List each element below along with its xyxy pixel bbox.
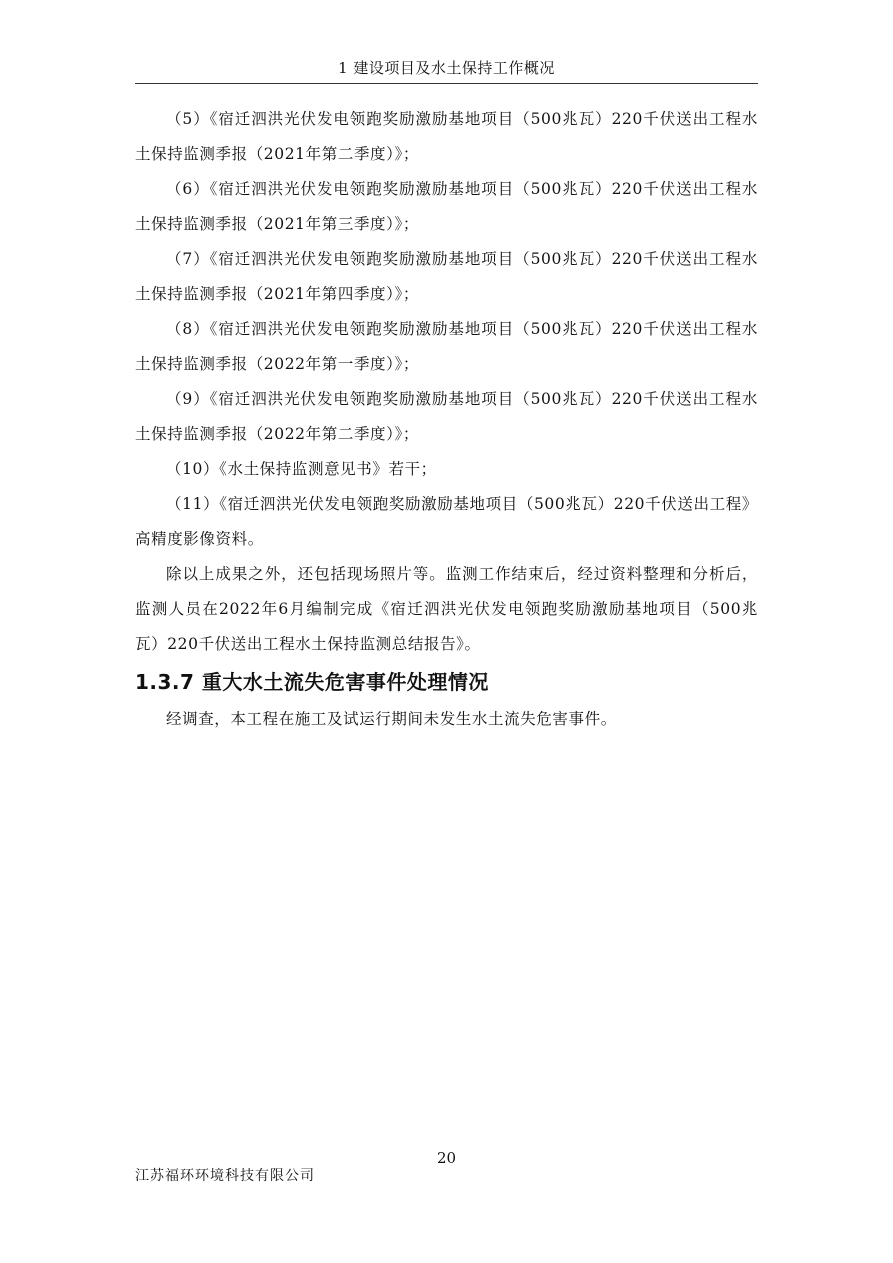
- list-item-6: （6）《宿迁泗洪光伏发电领跑奖励激励基地项目（500兆瓦）220千伏送出工程水土保持监测季报（2021年第三季度）》；: [135, 180, 758, 233]
- footer-company-name: 江苏福环环境科技有限公司: [135, 1168, 315, 1184]
- list-item-7: （7）《宿迁泗洪光伏发电领跑奖励激励基地项目（500兆瓦）220千伏送出工程水土保持监测季报（2021年第四季度）》；: [135, 250, 758, 303]
- page-header: 1 建设项目及水土保持工作概况: [338, 59, 555, 77]
- list-item-8: （8）《宿迁泗洪光伏发电领跑奖励激励基地项目（500兆瓦）220千伏送出工程水土保持监测季报（2022年第一季度）》；: [135, 320, 758, 373]
- list-item-11: （11）《宿迁泗洪光伏发电领跑奖励激励基地项目（500兆瓦）220千伏送出工程》高精度影像资料。: [135, 495, 758, 548]
- section-heading: 1.3.7 重大水土流失危害事件处理情况: [135, 670, 489, 694]
- page-number: 20: [436, 1149, 457, 1167]
- header-divider: [135, 83, 758, 84]
- summary-paragraph: 除以上成果之外，还包括现场照片等。监测工作结束后，经过资料整理和分析后，监测人员在2022年6月编制完成《宿迁泗洪光伏发电领跑奖励激励基地项目（500兆瓦）220千伏送出工程水土保持监测总结报告》。: [135, 565, 758, 653]
- list-item-10: （10）《水土保持监测意见书》若干；: [166, 460, 437, 478]
- document-body: [135, 102, 758, 737]
- section-body: 经调查，本工程在施工及试运行期间未发生水土流失危害事件。: [166, 710, 617, 728]
- list-item-9: （9）《宿迁泗洪光伏发电领跑奖励激励基地项目（500兆瓦）220千伏送出工程水土保持监测季报（2022年第二季度）》；: [135, 390, 758, 443]
- list-item-5: （5）《宿迁泗洪光伏发电领跑奖励激励基地项目（500兆瓦）220千伏送出工程水土保持监测季报（2021年第二季度）》；: [135, 110, 758, 163]
